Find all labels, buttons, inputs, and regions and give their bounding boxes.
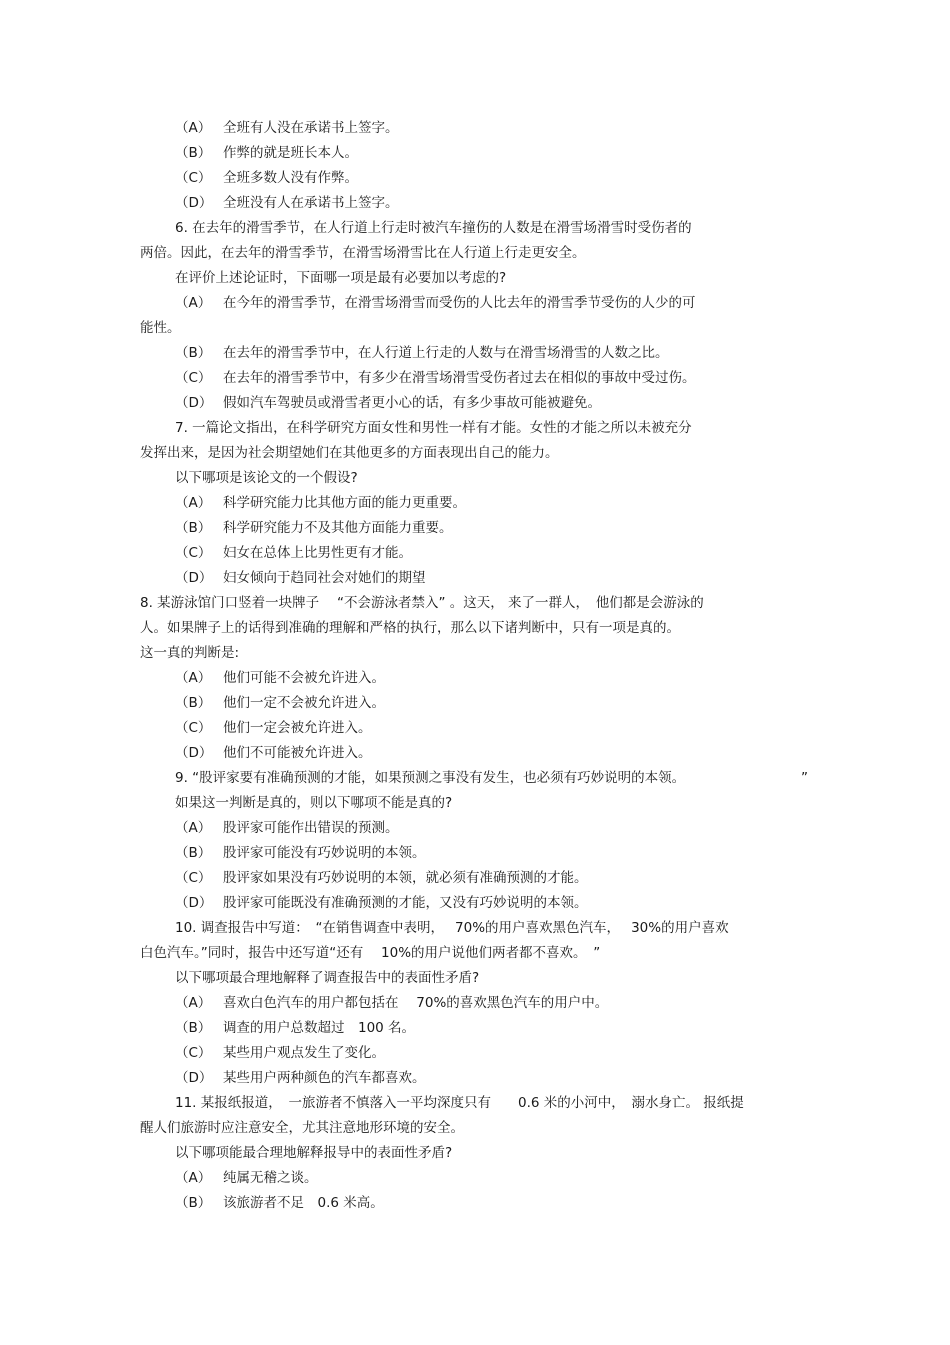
- question-11-stem: 11. 某报纸报道， 一旅游者不慎落入一平均深度只有 0.6 米的小河中， 溺水身亡。 报纸提: [175, 1095, 744, 1111]
- list-item: [175, 669, 385, 687]
- option-text: 他们可能不会被允许进入。: [223, 670, 385, 686]
- list-item: [175, 1194, 384, 1212]
- question-10-stem-cont: 白色汽车。”同时，报告中还写道“还有 10%的用户说他们两者都不喜欢。 ”: [140, 945, 601, 961]
- list-item: [175, 694, 385, 712]
- option-text: 全班有人没在承诺书上签字。: [223, 120, 399, 136]
- question-6-stem: 6. 在去年的滑雪季节，在人行道上行走时被汽车撞伤的人数是在滑雪场滑雪时受伤者的: [175, 220, 692, 236]
- question-9-stem: 9. “股评家要有准确预测的才能，如果预测之事没有发生，也必须有巧妙说明的本领。: [175, 770, 686, 786]
- question-6-prompt: 在评价上述论证时，下面哪一项是最有必要加以考虑的?: [175, 270, 507, 286]
- list-item: [175, 194, 399, 212]
- question-10-stem: 10. 调查报告中写道： “在销售调查中表明， 70%的用户喜欢黑色汽车， 30%的用户喜欢: [175, 920, 729, 936]
- list-item: [175, 494, 466, 512]
- option-text: 科学研究能力比其他方面的能力更重要。: [223, 495, 466, 511]
- option-text: 股评家如果没有巧妙说明的本领，就必须有准确预测的才能。: [223, 870, 588, 886]
- option-label: （C）: [175, 545, 212, 561]
- question-8-stem: 8. 某游泳馆门口竖着一块牌子 “不会游泳者禁入” 。这天， 来了一群人， 他们都是会游泳的: [140, 595, 704, 611]
- option-label: （A）: [175, 295, 212, 311]
- question-9-prompt: 如果这一判断是真的，则以下哪项不能是真的?: [175, 795, 453, 811]
- option-text: 股评家可能没有巧妙说明的本领。: [223, 845, 426, 861]
- list-item: [175, 1069, 426, 1087]
- option-text: 妇女倾向于趋同社会对她们的期望: [223, 570, 426, 586]
- option-label: （A）: [175, 120, 212, 136]
- option-text: 在今年的滑雪季节，在滑雪场滑雪而受伤的人比去年的滑雪季节受伤的人少的可: [223, 295, 696, 311]
- list-item: [175, 1044, 385, 1062]
- option-label: （C）: [175, 1045, 212, 1061]
- option-label: （A）: [175, 670, 212, 686]
- option-text: 在去年的滑雪季节中，在人行道上行走的人数与在滑雪场滑雪的人数之比。: [223, 345, 669, 361]
- list-item: [175, 294, 696, 312]
- list-item: [175, 844, 426, 862]
- option-label: （D）: [175, 895, 213, 911]
- option-label: （D）: [175, 570, 213, 586]
- option-label: （C）: [175, 870, 212, 886]
- option-label: （A）: [175, 495, 212, 511]
- option-label: （C）: [175, 170, 212, 186]
- list-item: [175, 869, 588, 887]
- option-label: （D）: [175, 745, 213, 761]
- list-item: [175, 819, 399, 837]
- option-text: 他们不可能被允许进入。: [223, 745, 372, 761]
- option-label: （B）: [175, 845, 212, 861]
- list-item: [175, 1169, 318, 1187]
- list-item: [175, 344, 669, 362]
- option-label: （A）: [175, 820, 212, 836]
- list-item: [175, 744, 372, 762]
- option-label: （B）: [175, 695, 212, 711]
- option-text: 他们一定会被允许进入。: [223, 720, 372, 736]
- option-text: 纯属无稽之谈。: [223, 1170, 318, 1186]
- list-item: [175, 119, 399, 137]
- option-text: 作弊的就是班长本人。: [223, 145, 358, 161]
- question-9-closing-quote: ”: [801, 770, 808, 786]
- list-item: [175, 719, 372, 737]
- option-text: 喜欢白色汽车的用户都包括在 70%的喜欢黑色汽车的用户中。: [223, 995, 609, 1011]
- option-label: （C）: [175, 720, 212, 736]
- option-text: 股评家可能作出错误的预测。: [223, 820, 399, 836]
- question-7-stem: 7. 一篇论文指出，在科学研究方面女性和男性一样有才能。女性的才能之所以未被充分: [175, 420, 692, 436]
- list-item: [175, 894, 588, 912]
- option-label: （D）: [175, 195, 213, 211]
- option-text: 妇女在总体上比男性更有才能。: [223, 545, 412, 561]
- option-text: 全班没有人在承诺书上签字。: [223, 195, 399, 211]
- question-7-prompt: 以下哪项是该论文的一个假设?: [175, 470, 358, 486]
- question-8-prompt: 这一真的判断是:: [140, 645, 240, 661]
- list-item: [175, 394, 601, 412]
- question-8-stem-cont: 人。如果牌子上的话得到准确的理解和严格的执行，那么以下诸判断中，只有一项是真的。: [140, 620, 680, 636]
- question-7-stem-cont: 发挥出来，是因为社会期望她们在其他更多的方面表现出自己的能力。: [140, 445, 559, 461]
- option-text: 某些用户观点发生了变化。: [223, 1045, 385, 1061]
- list-item: [175, 144, 358, 162]
- question-11-stem-cont: 醒人们旅游时应注意安全，尤其注意地形环境的安全。: [140, 1120, 464, 1136]
- list-item: [175, 569, 426, 587]
- option-text: 股评家可能既没有准确预测的才能，又没有巧妙说明的本领。: [223, 895, 588, 911]
- option-label: （D）: [175, 1070, 213, 1086]
- option-text: 他们一定不会被允许进入。: [223, 695, 385, 711]
- option-label: （B）: [175, 520, 212, 536]
- option-text: 调查的用户总数超过 100 名。: [223, 1020, 416, 1036]
- list-item: [175, 369, 696, 387]
- question-6-stem-cont: 两倍。因此，在去年的滑雪季节，在滑雪场滑雪比在人行道上行走更安全。: [140, 245, 586, 261]
- option-label: （B）: [175, 1020, 212, 1036]
- question-10-prompt: 以下哪项最合理地解释了调查报告中的表面性矛盾?: [175, 970, 480, 986]
- option-label: （D）: [175, 395, 213, 411]
- option-label: （B）: [175, 145, 212, 161]
- option-text: 科学研究能力不及其他方面能力重要。: [223, 520, 453, 536]
- option-text-cont: 能性。: [140, 320, 181, 336]
- list-item: [175, 544, 412, 562]
- list-item: [175, 519, 453, 537]
- option-label: （B）: [175, 1195, 212, 1211]
- option-label: （A）: [175, 995, 212, 1011]
- list-item: [175, 994, 608, 1012]
- option-label: （B）: [175, 345, 212, 361]
- option-text: 该旅游者不足 0.6 米高。: [223, 1195, 384, 1211]
- option-label: （A）: [175, 1170, 212, 1186]
- question-11-prompt: 以下哪项能最合理地解释报导中的表面性矛盾?: [175, 1145, 453, 1161]
- option-text: 全班多数人没有作弊。: [223, 170, 358, 186]
- list-item: [175, 1019, 415, 1037]
- option-text: 在去年的滑雪季节中，有多少在滑雪场滑雪受伤者过去在相似的事故中受过伤。: [223, 370, 696, 386]
- option-text: 假如汽车驾驶员或滑雪者更小心的话，有多少事故可能被避免。: [223, 395, 601, 411]
- option-text: 某些用户两种颜色的汽车都喜欢。: [223, 1070, 426, 1086]
- list-item: [175, 169, 358, 187]
- option-label: （C）: [175, 370, 212, 386]
